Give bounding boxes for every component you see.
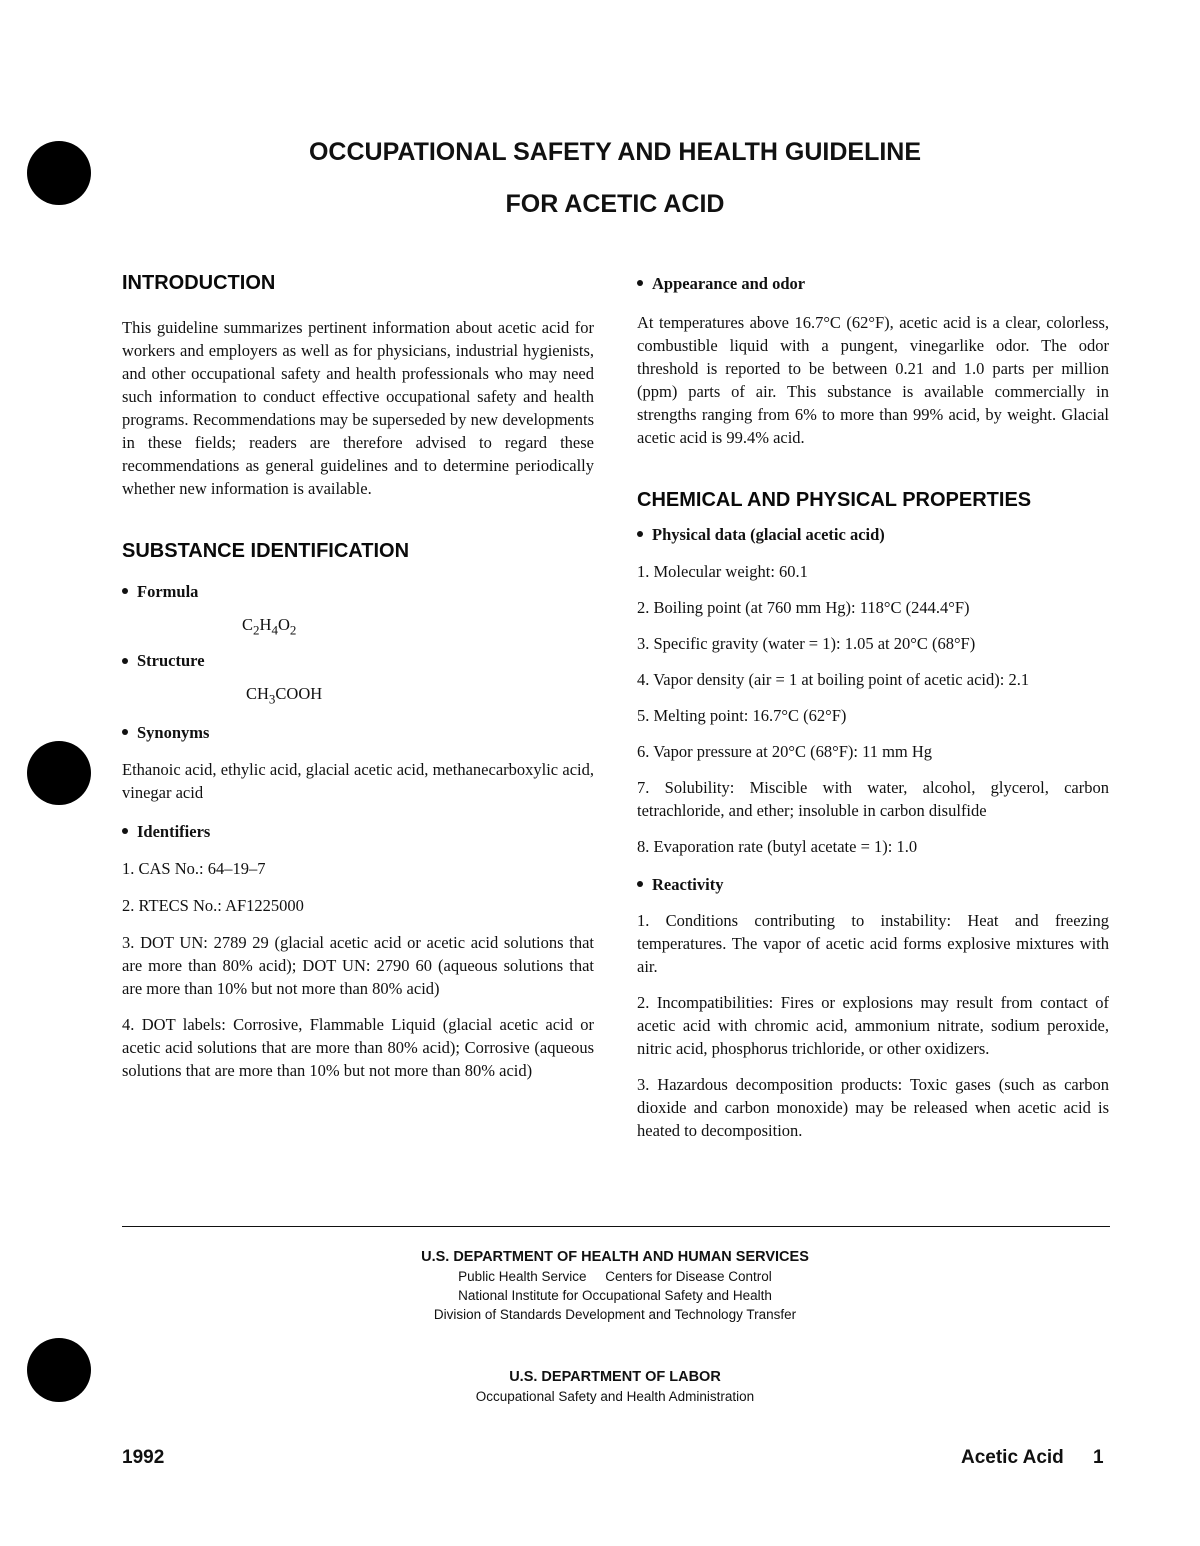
physical-item: 2. Boiling point (at 760 mm Hg): 118°C (244.4°F) [637,598,970,617]
physical-item: 3. Specific gravity (water = 1): 1.05 at 20°C (68°F) [637,634,976,653]
reactivity-item: 3. Hazardous decomposition products: Toxic gases (such as carbon dioxide and carbon monoxide) may be released when acetic acid is heated to decomposition. [637,1075,1109,1140]
identifiers-label: Identifiers [122,820,594,843]
bullet-icon [637,881,643,887]
footer-divider [122,1226,1110,1227]
reactivity-item: 1. Conditions contributing to instability: Heat and freezing temperatures. The vapor of acetic acid forms explosive mixtures with air. [637,911,1109,976]
bullet-icon [122,588,128,594]
structure-label: Structure [122,649,594,672]
introduction-text: This guideline summarizes pertinent information about acetic acid for workers and employers as well as for physicians, industrial hygienists, and other occupational safety and health professionals who may need such information to conduct effective occupational safety and health programs. Recommendations may be superseded by new developments in these fields; readers are therefore advised to regard these recommendations as general guidelines and to determine periodically whether new information is available. [122,318,594,498]
agency-footer [0,1248,1200,1324]
page-number: 1 [1093,1447,1104,1468]
bullet-icon [122,729,128,735]
physical-item: 4. Vapor density (air = 1 at boiling point of acetic acid): 2.1 [637,670,1030,689]
bullet-icon [637,531,643,537]
physical-item: 1. Molecular weight: 60.1 [637,562,808,581]
physical-item: 5. Melting point: 16.7°C (62°F) [637,706,847,725]
chemical-physical-heading: CHEMICAL AND PHYSICAL PROPERTIES [637,489,1032,511]
identifier-item: 2. RTECS No.: AF1225000 [122,895,304,915]
publication-year: 1992 [122,1447,165,1468]
structure-value: $CH_3COOH$ [246,684,323,707]
title-line-2: FOR ACETIC ACID [505,190,725,218]
identifier-item: 3. DOT UN: 2789 29 (glacial acetic acid or acetic acid solutions that are more than 80% acid); DOT UN: 2790 60 (aqueous solutions that are more than 10% but not more than 80% acid) [122,932,594,998]
synonyms-label: Synonyms [122,721,594,744]
appearance-text: At temperatures above 16.7°C (62°F), acetic acid is a clear, colorless, combustible liquid with a pungent, vinegarlike odor. The odor threshold is reported to be between 0.21 and 1.0 parts per million (ppm) parts of air. This substance is available commercially in strengths ranging from 6% to more than 99% acid, by weight. Glacial acetic acid is 99.4% acid. [637,313,1109,447]
reactivity-label: Reactivity [637,873,1109,896]
labor-footer [0,1368,1200,1406]
identifier-item: 1. CAS No.: 64–19–7 [122,858,266,878]
title-line-1: OCCUPATIONAL SAFETY AND HEALTH GUIDELINE [308,138,922,166]
physical-data-label: Physical data (glacial acetic acid) [637,523,1109,546]
synonyms-text: Ethanoic acid, ethylic acid, glacial acetic acid, methanecarboxylic acid, vinegar acid [122,759,594,802]
physical-item: 6. Vapor pressure at 20°C (68°F): 11 mm Hg [637,742,933,761]
left-column [122,270,594,1082]
bullet-icon [637,280,643,286]
punch-hole-middle [27,741,91,805]
phs-cdc-line: Public Health Service Centers for Disease Control [458,1269,772,1284]
physical-item: 8. Evaporation rate (butyl acetate = 1): 1.0 [637,837,918,856]
division-line: Division of Standards Development and Technology Transfer [433,1307,797,1322]
bullet-icon [122,828,128,834]
identifier-item: 4. DOT labels: Corrosive, Flammable Liquid (glacial acetic acid or acetic acid solutions that are more than 80% acid); Corrosive (aqueous solutions that are more than 10% but not more than 80% acid) [122,1014,594,1080]
osha-line: Occupational Safety and Health Administration [475,1389,755,1404]
substance-identification-heading: SUBSTANCE IDENTIFICATION [122,540,410,562]
formula-label: Formula [122,580,594,603]
running-title: Acetic Acid [961,1447,1064,1468]
formula-value: $C_2H_4O_2$ [242,615,297,638]
niosh-line: National Institute for Occupational Safety and Health [458,1288,772,1303]
dol-name: U.S. DEPARTMENT OF LABOR [509,1369,721,1385]
introduction-heading: INTRODUCTION [122,272,276,294]
reactivity-item: 2. Incompatibilities: Fires or explosions may result from contact of acetic acid with chromic acid, ammonium nitrate, sodium peroxide, nitric acid, phosphorus trichloride, or other oxidizers. [637,993,1109,1058]
hhs-name: U.S. DEPARTMENT OF HEALTH AND HUMAN SERVICES [421,1249,809,1265]
appearance-label: Appearance and odor [637,272,1109,295]
bullet-icon [122,658,128,664]
physical-item: 7. Solubility: Miscible with water, alcohol, glycerol, carbon tetrachloride, and ether; insoluble in carbon disulfide [637,778,1109,820]
right-column [637,270,1109,1142]
